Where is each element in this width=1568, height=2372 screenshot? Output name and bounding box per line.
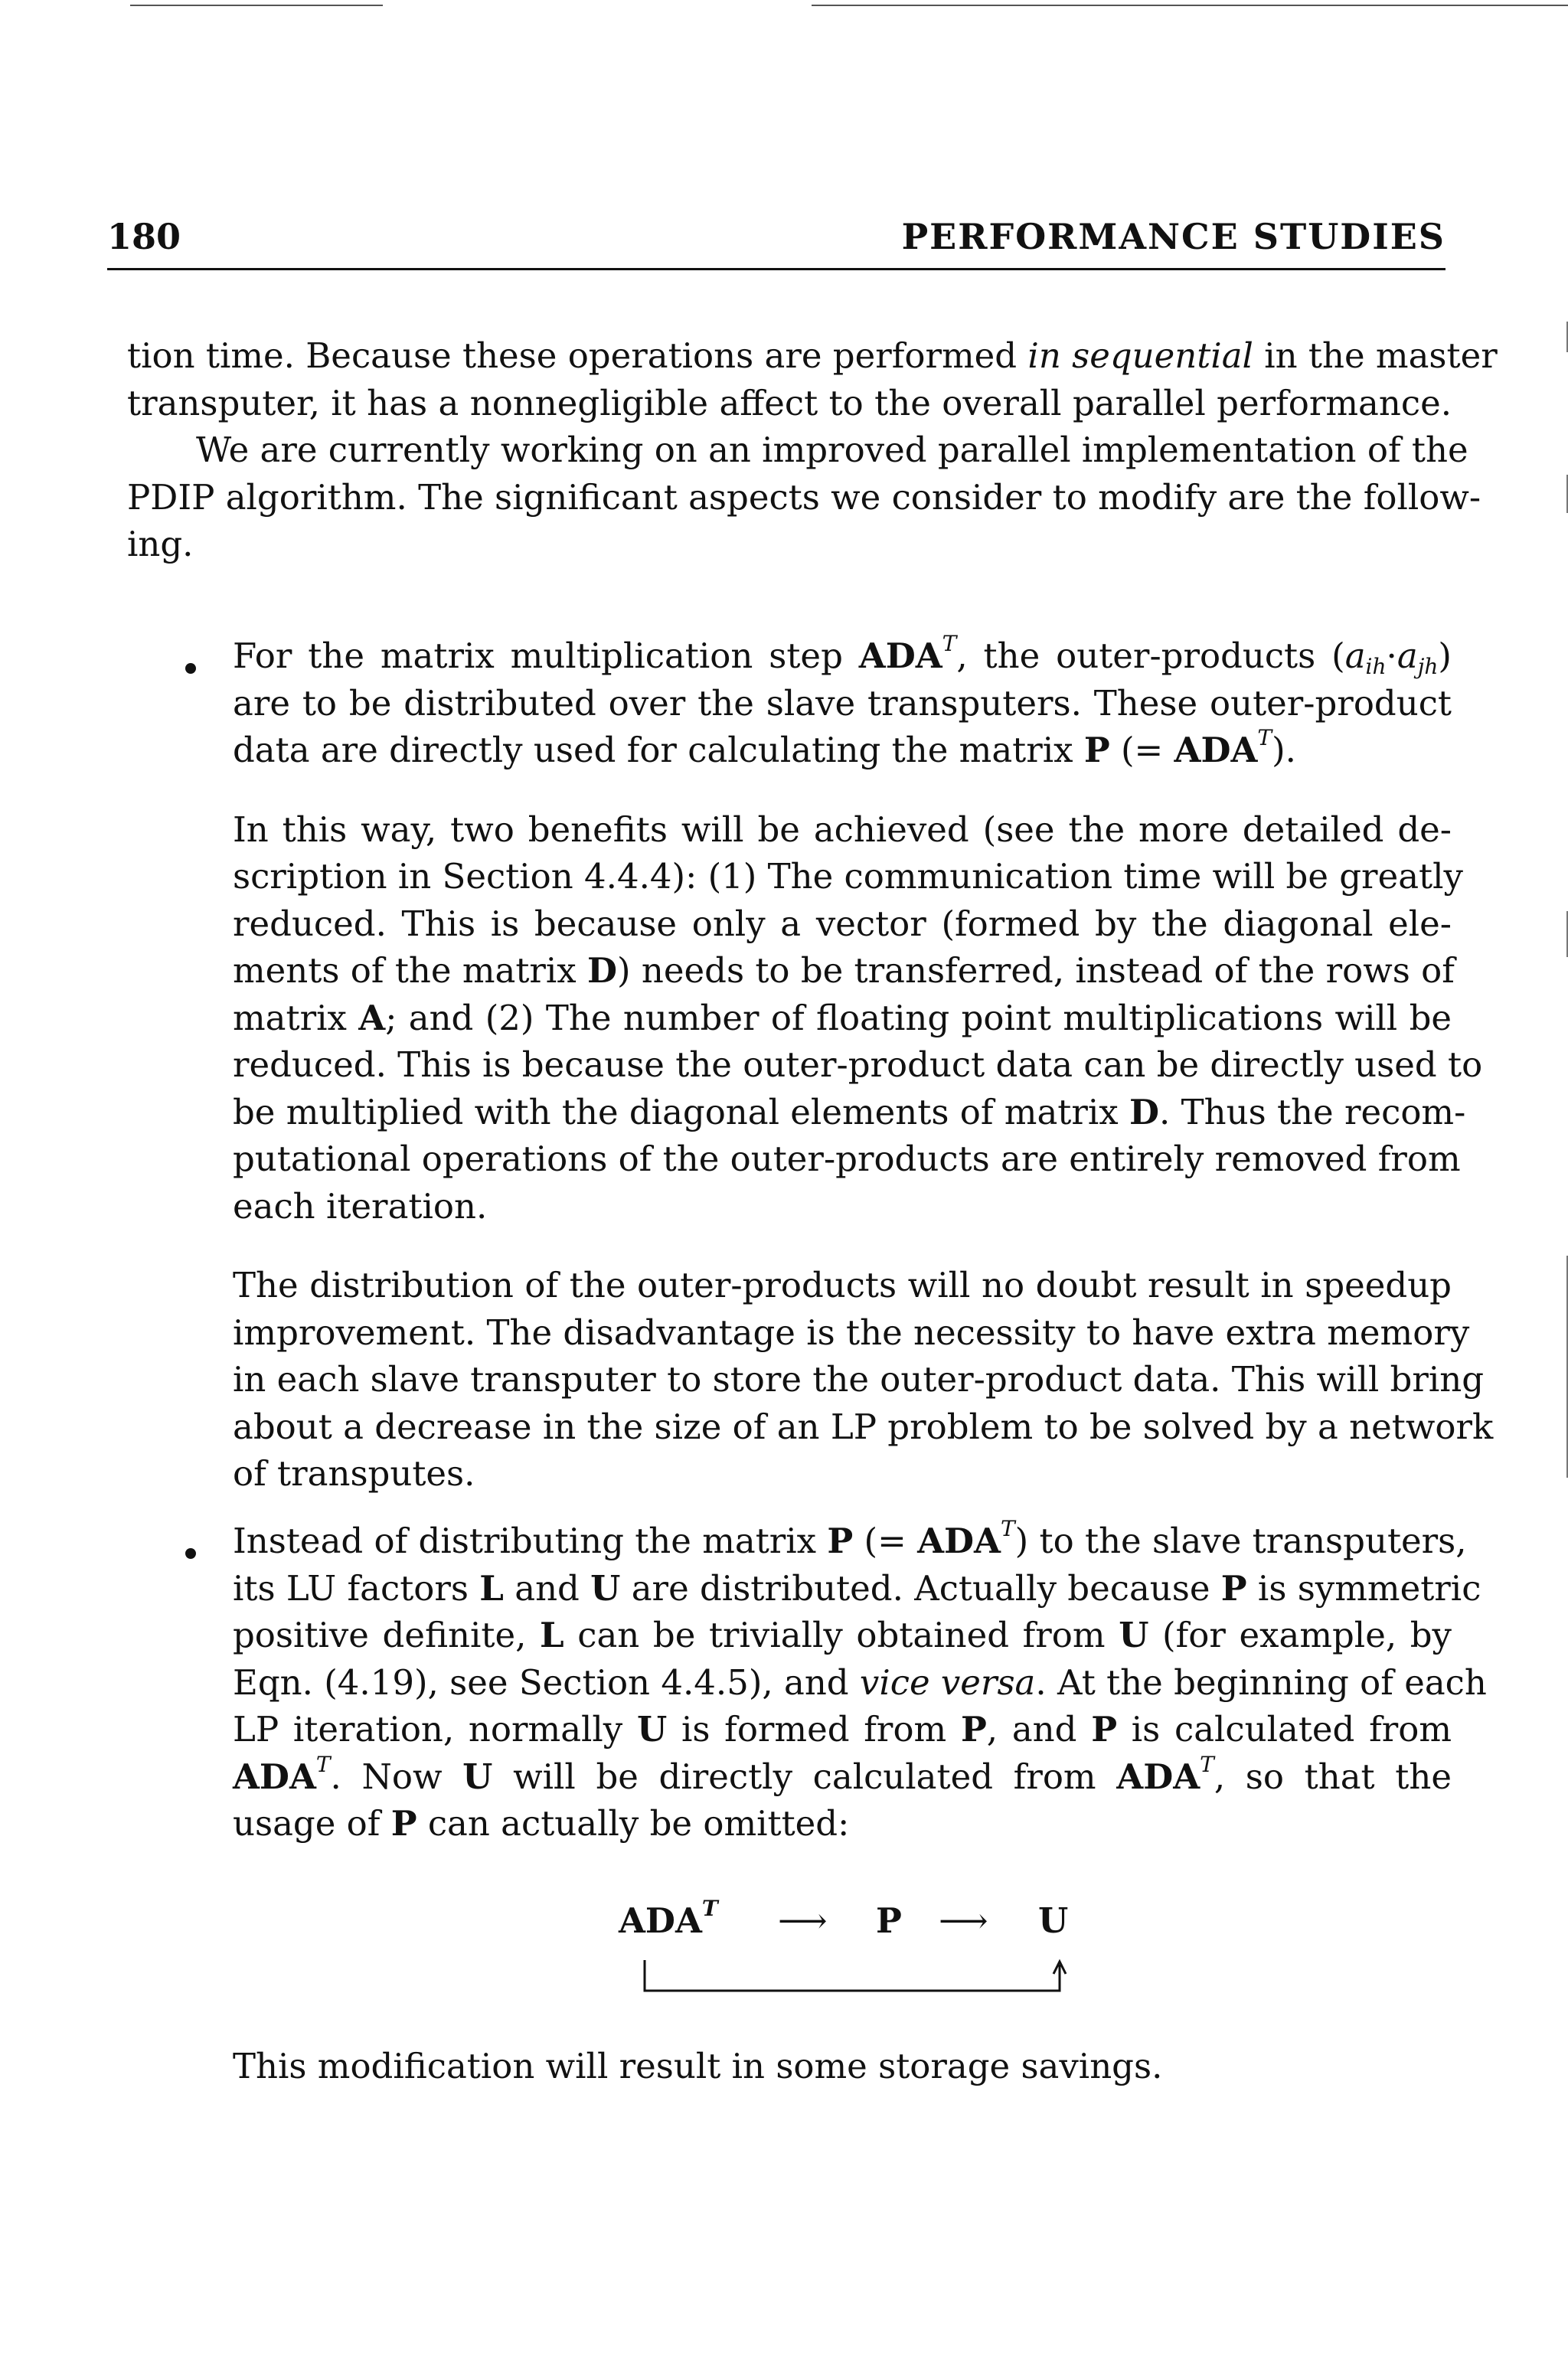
scan-edge-line <box>130 5 383 6</box>
text-line: The distribution of the outer-products will no doubt result in speedup <box>233 1265 1452 1305</box>
intro-paragraph <box>127 332 1498 568</box>
text-line: improvement. The disadvantage is the necessity to have extra memory <box>233 1312 1470 1353</box>
running-title: PERFORMANCE STUDIES <box>901 216 1446 257</box>
text-line: be multiplied with the diagonal elements of matrix D. Thus the recom- <box>233 1091 1466 1132</box>
bullet-icon <box>185 1548 196 1559</box>
text-line: its LU factors L and U are distributed. Actually because P is symmetric <box>233 1567 1481 1609</box>
page-header <box>107 213 1446 270</box>
text-line: positive definite, L can be trivially obtained from U (for example, by <box>233 1615 1452 1655</box>
diagram-node-adat: $ADA^T$ <box>619 1896 718 1941</box>
text-line: Eqn. (4.19), see Section 4.4.5), and vice versa. At the beginning of each <box>233 1661 1487 1703</box>
text-line: usage of P can actually be omitted: <box>233 1803 850 1844</box>
text-line: putational operations of the outer-products are entirely removed from <box>233 1139 1461 1179</box>
text-line: scription in Section 4.4.4): (1) The communication time will be greatly <box>233 856 1463 897</box>
text-line: transputer, it has a nonnegligible affect to the overall parallel performance. <box>127 382 1452 423</box>
bullet-item-lu-factors <box>233 1516 1487 1848</box>
text-line: ing. <box>127 524 194 564</box>
text-line: tion time. Because these operations are performed in sequential in the master <box>127 335 1498 376</box>
right-arrow-icon: ⟶ <box>778 1900 828 1941</box>
text-line: data are directly used for calculating the matrix P (= $ADA^T$). <box>233 725 1296 770</box>
text-line: We are currently working on an improved parallel implementation of the <box>196 430 1468 470</box>
text-line: Instead of distributing the matrix P (= $ADA^T$) to the slave transputers, <box>233 1516 1467 1561</box>
text-line: $ADA^T$. Now U will be directly calculated from $ADA^T$, so that the <box>233 1751 1452 1797</box>
text-line: LP iteration, normally U is formed from P, and P is calculated from <box>233 1709 1452 1750</box>
text-line: reduced. This is because only a vector (formed by the diagonal ele- <box>233 903 1452 944</box>
diagram-node-p: P <box>876 1900 902 1941</box>
bullet-icon <box>185 663 196 674</box>
text-line: matrix A; and (2) The number of floating point multiplications will be <box>233 997 1452 1038</box>
text-line: about a decrease in the size of an LP problem to be solved by a network <box>233 1406 1494 1447</box>
text-line: of transputes. <box>233 1453 475 1494</box>
text-line: PDIP algorithm. The significant aspects we consider to modify are the follow- <box>127 476 1481 518</box>
closing-sentence: This modification will result in some storage savings. <box>233 2046 1163 2086</box>
text-line: In this way, two benefits will be achieved (see the more detailed de- <box>233 809 1452 850</box>
text-line: For the matrix multiplication step $ADA^T$, the outer-products $(a_{ih}\cdot a_{jh})$ <box>233 631 1452 679</box>
text-line: each iteration. <box>233 1185 488 1227</box>
diagram-node-u: U <box>1038 1900 1069 1941</box>
scan-edge-line <box>812 5 1568 6</box>
text-line: are to be distributed over the slave transputers. These outer-product <box>233 682 1452 724</box>
text-line: reduced. This is because the outer-product data can be directly used to <box>233 1044 1483 1085</box>
right-arrow-icon: ⟶ <box>939 1900 988 1941</box>
page-number: 180 <box>107 216 181 257</box>
bullet-item-outer-products <box>233 631 1494 1498</box>
flow-diagram <box>612 1896 1102 2008</box>
text-line: in each slave transputer to store the outer-product data. This will bring <box>233 1359 1485 1400</box>
bypass-arrow-icon <box>612 1896 1102 2008</box>
text-line: ments of the matrix D) needs to be transferred, instead of the rows of <box>233 950 1455 991</box>
